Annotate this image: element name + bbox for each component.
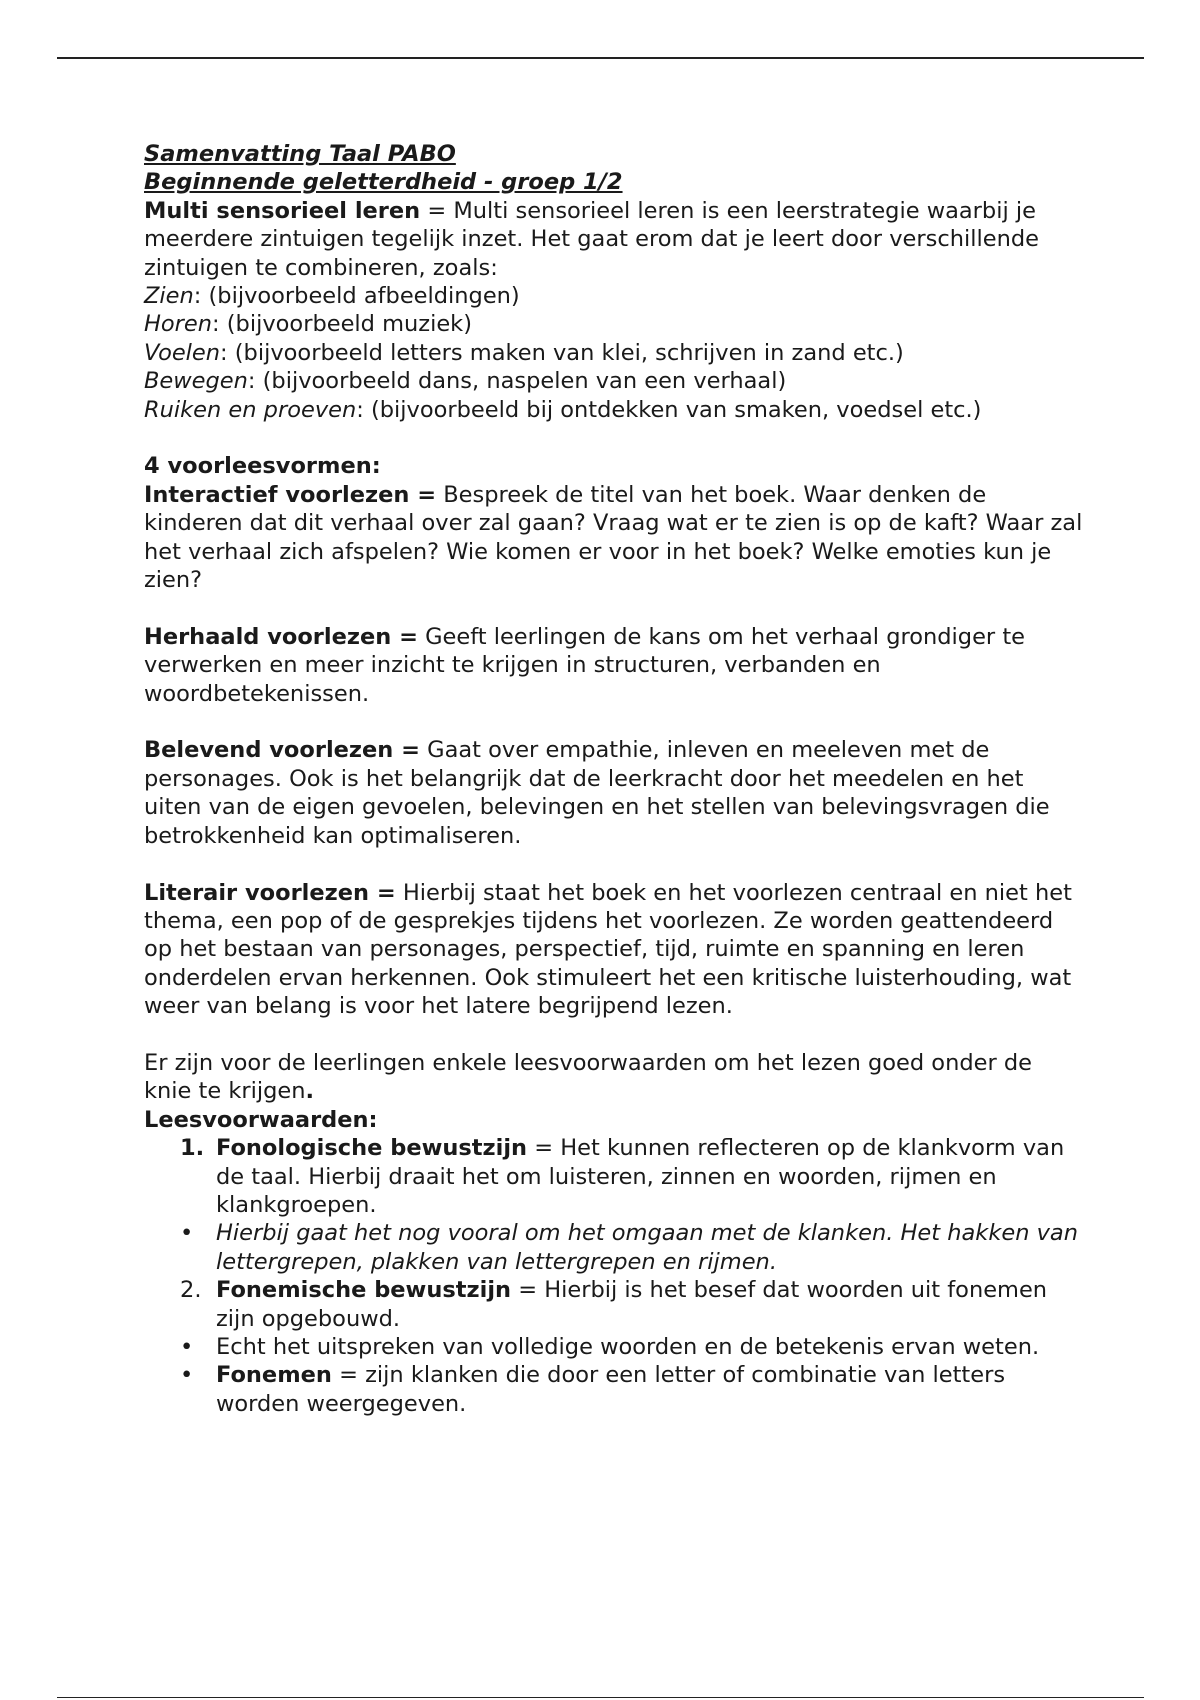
voorleesvorm-paragraph: Belevend voorlezen = Gaat over empathie, inleven en meeleven met de personages. Ook is het belangrijk dat de leerkracht door het meedelen en het uiten van de eigen gevoelen, belevingen en het stellen van belevingsvragen die betrokkenheid kan optimaliseren. [144, 737, 1050, 849]
footer-rule [57, 1697, 1144, 1698]
bullet-icon: • [180, 1362, 194, 1389]
definition-text: Multi sensorieel leren is een leerstrategie waarbij je meerdere zintuigen tegelijk inzet. Het gaat erom dat je leert door verschillende zintuigen te combineren, zoals: [144, 197, 1039, 281]
list-item: • Fonemen = zijn klanken die door een letter of combinatie van letters worden weergegeven. [180, 1362, 1006, 1417]
document-title: Samenvatting Taal PABO [144, 141, 456, 167]
sense-line: Voelen: (bijvoorbeeld letters maken van klei, schrijven in zand etc.) [144, 339, 904, 366]
list-item: • Echt het uitspreken van volledige woorden en de betekenis ervan weten. [180, 1333, 1040, 1360]
sense-line: Horen: (bijvoorbeeld muziek) [144, 311, 472, 338]
sense-line: Zien: (bijvoorbeeld afbeeldingen) [144, 283, 520, 310]
list-item: • Hierbij gaat het nog vooral om het omgaan met de klanken. Het hakken van lettergrepen, plakken van lettergrepen en rijmen. [180, 1220, 1078, 1275]
list-item: 1. Fonologische bewustzijn = Het kunnen reflecteren op de klankvorm van de taal. Hierbij draait het om luisteren, zinnen en woorden, rijmen en klankgroepen. [180, 1135, 1065, 1218]
voorleesvorm-paragraph: Herhaald voorlezen = Geeft leerlingen de kans om het verhaal grondiger te verwerken en meer inzicht te krijgen in structuren, verbanden en woordbetekenissen. [144, 623, 1025, 707]
list-item: 2. Fonemische bewustzijn = Hierbij is het besef dat woorden uit fonemen zijn opgebouwd. [180, 1277, 1048, 1332]
section-heading: Beginnende geletterdheid - groep 1/2 [144, 169, 623, 196]
list-marker: 1. [180, 1135, 205, 1162]
leesvoorwaarden-intro: Er zijn voor de leerlingen enkele leesvoorwaarden om het lezen goed onder de knie te krijgen. [144, 1049, 1032, 1105]
voorleesvormen-heading: 4 voorleesvormen: [144, 453, 381, 480]
list-marker: 2. [180, 1277, 202, 1304]
bullet-icon: • [180, 1333, 194, 1360]
sense-line: Ruiken en proeven: (bijvoorbeeld bij ontdekken van smaken, voedsel etc.) [144, 396, 982, 423]
paragraph-multi-sensorieel: Multi sensorieel leren = Multi sensorieel leren is een leerstrategie waarbij je meerdere zintuigen tegelijk inzet. Het gaat erom dat je leert door verschillende zintuigen te combineren, zoals: [144, 197, 1039, 281]
leesvoorwaarden-heading: Leesvoorwaarden: [144, 1106, 378, 1133]
voorleesvorm-paragraph: Interactief voorlezen = Bespreek de titel van het boek. Waar denken de kinderen dat dit verhaal over zal gaan? Vraag wat er te zien is op de kaft? Waar zal het verhaal zich afspelen? Wie komen er voor in het boek? Welke emoties kun je zien? [144, 481, 1083, 594]
sense-line: Bewegen: (bijvoorbeeld dans, naspelen van een verhaal) [144, 368, 787, 395]
header-rule [57, 57, 1144, 59]
voorleesvorm-paragraph: Literair voorlezen = Hierbij staat het boek en het voorlezen centraal en niet het thema, een pop of de gesprekjes tijdens het voorlezen. Ze worden geattendeerd op het bestaan van personages, perspectief, tijd, ruimte en spanning en leren onderdelen ervan herkennen. Ook stimuleert het een kritische luisterhouding, wat weer van belang is voor het latere begrijpend lezen. [144, 879, 1072, 1020]
document-body [144, 140, 1084, 1418]
bullet-icon: • [180, 1220, 194, 1247]
leesvoorwaarden-list [144, 1134, 1084, 1418]
term-multi-sensorieel: Multi sensorieel leren [144, 197, 421, 224]
